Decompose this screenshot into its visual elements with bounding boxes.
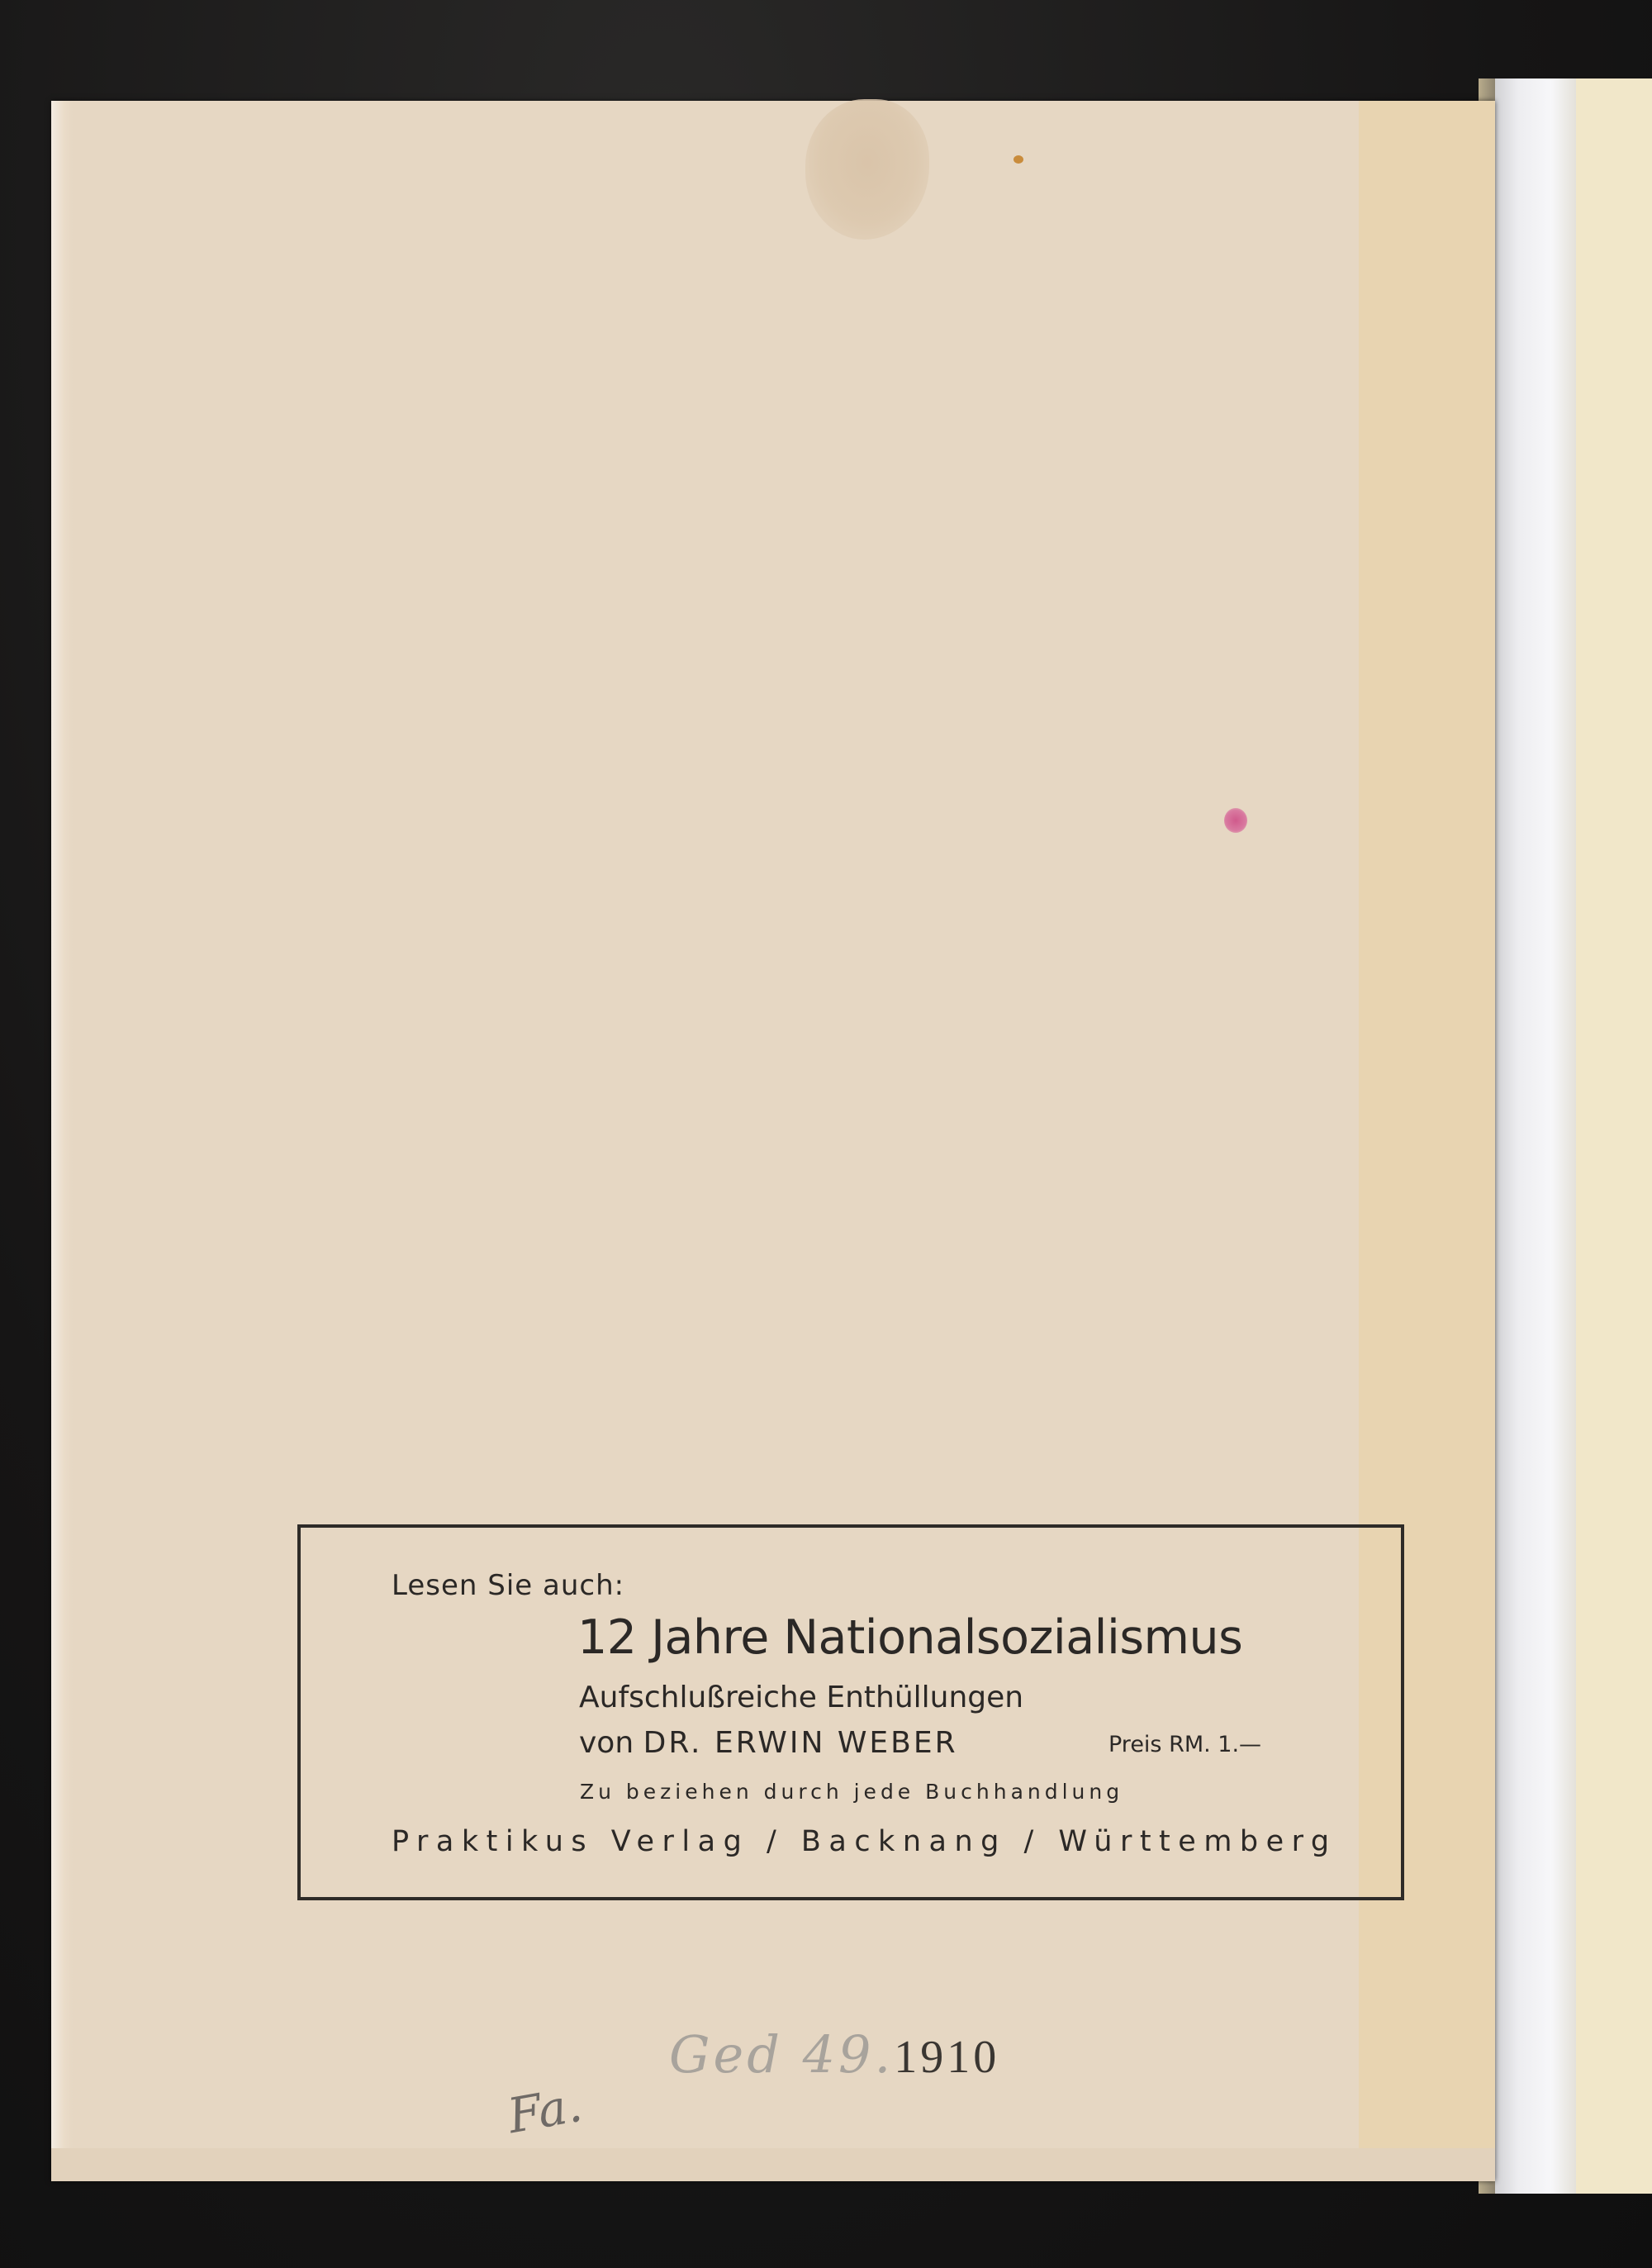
ad-publisher-line: Praktikus Verlag / Backnang / Württemberg — [392, 1825, 1337, 1858]
orange-spot — [1014, 155, 1023, 164]
library-shelfmark — [669, 2024, 999, 2085]
shelfmark-stamped: 1910 — [894, 2032, 1000, 2083]
ad-availability: Zu beziehen durch jede Buchhandlung — [580, 1780, 1124, 1804]
handwritten-initials: Fa. — [503, 2075, 586, 2145]
adjacent-page-edge — [1493, 78, 1576, 2194]
shelfmark-handwritten: Ged 49. — [669, 2024, 895, 2085]
advertisement-box — [297, 1524, 1404, 1900]
ad-lead-text: Lesen Sie auch: — [392, 1569, 625, 1602]
ad-author-line — [579, 1726, 958, 1760]
page-bottom-edge — [51, 2148, 1495, 2181]
page-left-edge — [51, 101, 73, 2181]
ad-author-name: DR. ERWIN WEBER — [643, 1726, 958, 1760]
ad-book-title: 12 Jahre Nationalsozialismus — [577, 1610, 1243, 1665]
pink-spot — [1224, 808, 1247, 833]
ad-price: Preis RM. 1.— — [1108, 1732, 1262, 1757]
ad-book-subtitle: Aufschlußreiche Enthüllungen — [579, 1681, 1024, 1714]
ad-author-prefix: von — [579, 1726, 634, 1760]
